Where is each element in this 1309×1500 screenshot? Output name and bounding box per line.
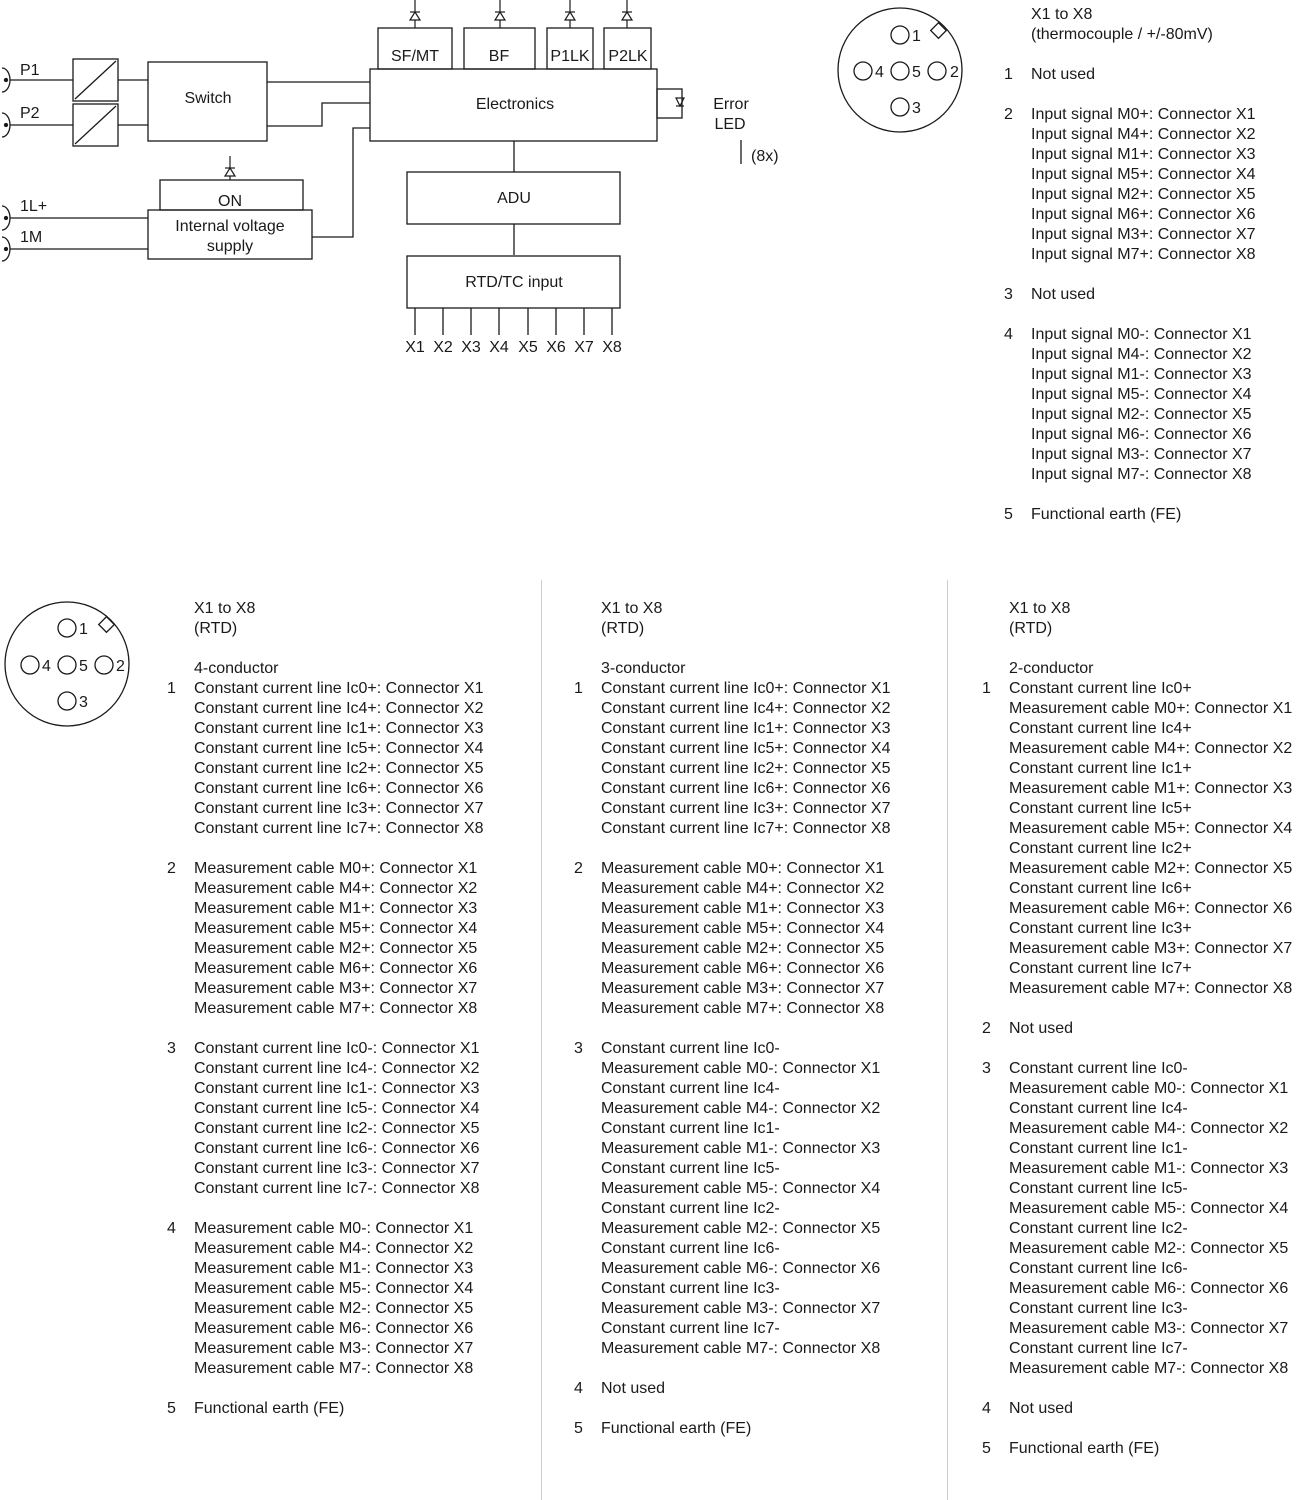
pin-description-line: Constant current line Ic4+ [1009, 720, 1192, 737]
pin-description-line: Constant current line Ic1+: Connector X3 [601, 720, 891, 737]
pin-description-line: Measurement cable M4-: Connector X2 [194, 1240, 474, 1257]
pin-description-line: Measurement cable M2+: Connector X5 [194, 940, 478, 957]
pin-description-line: Constant current line Ic0- [1009, 1060, 1188, 1077]
rtd-pin-2-label: 2 [116, 658, 125, 675]
rtd-pin-5-label: 5 [79, 658, 88, 675]
rtd-pin-1-label: 1 [79, 621, 88, 638]
pin-description-line: Input signal M3+: Connector X7 [1031, 226, 1256, 243]
rtd3-title: X1 to X8 [601, 600, 663, 617]
rtd-pin-4-label: 4 [42, 658, 51, 675]
pin-description-line: Measurement cable M6-: Connector X6 [194, 1320, 474, 1337]
pin-description-line: Constant current line Ic2+ [1009, 840, 1192, 857]
rtd2-subtitle: (RTD) [1009, 620, 1053, 637]
pin-entry [574, 1379, 891, 1399]
pin-description-line: Measurement cable M4+: Connector X2 [601, 880, 885, 897]
rtd4-title: X1 to X8 [194, 600, 256, 617]
input-label-x6: X6 [546, 339, 566, 356]
pin-description-line: Measurement cable M5-: Connector X4 [601, 1180, 881, 1197]
pin-description-line: Constant current line Ic7-: Connector X8 [194, 1180, 480, 1197]
pin-number: 5 [167, 1400, 176, 1417]
pin-description-line: Input signal M2-: Connector X5 [1031, 406, 1252, 423]
pin-description-line: Measurement cable M6-: Connector X6 [601, 1260, 881, 1277]
pin-description-line: Constant current line Ic1- [1009, 1140, 1188, 1157]
pin-description-line: Functional earth (FE) [601, 1420, 752, 1437]
pin-number: 1 [1004, 66, 1013, 83]
tc-pin-5-label: 5 [912, 64, 921, 81]
input-label-x8: X8 [602, 339, 622, 356]
tc-pin-1-label: 1 [912, 28, 921, 45]
pin-description-line: Measurement cable M4+: Connector X2 [194, 880, 478, 897]
input-label-x3: X3 [461, 339, 481, 356]
pin-description-line: Constant current line Ic2+: Connector X5 [601, 760, 891, 777]
pin-description-line: Not used [1009, 1020, 1074, 1037]
pin-number: 3 [574, 1040, 583, 1057]
pin-entry [574, 1419, 891, 1439]
thermocouple-pin-list [1004, 5, 1256, 545]
pin-number: 2 [1004, 106, 1013, 123]
pin-description-line: Constant current line Ic2- [601, 1200, 780, 1217]
pin-description-line: Measurement cable M2-: Connector X5 [601, 1220, 881, 1237]
pin-description-line: Not used [1009, 1400, 1074, 1417]
pin-description-line: Constant current line Ic1+ [1009, 760, 1192, 777]
pin-description-line: Measurement cable M1+: Connector X3 [194, 900, 478, 917]
pin-entry [1004, 285, 1256, 305]
pin-description-line: Functional earth (FE) [1009, 1440, 1160, 1457]
pin-description-line: Constant current line Ic7- [601, 1320, 780, 1337]
led-icon-bf [495, 0, 505, 28]
led-icon-error [676, 98, 684, 106]
pin-number: 4 [167, 1220, 176, 1237]
pin-description-line: Constant current line Ic6+ [1009, 880, 1192, 897]
pin-description-line: Constant current line Ic5+ [1009, 800, 1192, 817]
error-led-count: (8x) [751, 148, 779, 165]
pin-description-line: Measurement cable M7+: Connector X8 [601, 1000, 885, 1017]
input-label-x5: X5 [518, 339, 538, 356]
pin-description-line: Functional earth (FE) [194, 1400, 345, 1417]
switch-label: Switch [184, 90, 232, 107]
pin-description-line: Constant current line Ic1+: Connector X3 [194, 720, 484, 737]
pin-entry [982, 1019, 1292, 1039]
pin-description-line: Measurement cable M4-: Connector X2 [601, 1100, 881, 1117]
pin-description-line: Input signal M4+: Connector X2 [1031, 126, 1256, 143]
pin-entry [574, 679, 891, 839]
pin-description-line: Measurement cable M6+: Connector X6 [601, 960, 885, 977]
port-m-label: 1M [20, 229, 43, 246]
pin-entry [982, 1059, 1292, 1379]
input-leads [415, 308, 612, 335]
pin-description-line: Not used [601, 1380, 666, 1397]
pin-entry [167, 1039, 484, 1199]
pin-number: 4 [982, 1400, 991, 1417]
pin-description-line: Constant current line Ic7+: Connector X8 [194, 820, 484, 837]
pin-description-line: Measurement cable M0+: Connector X1 [194, 860, 478, 877]
rtd3-heading: 3-conductor [601, 660, 686, 677]
pin-number: 2 [574, 860, 583, 877]
pin-description-line: Measurement cable M2+: Connector X5 [1009, 860, 1293, 877]
pin-number: 1 [167, 680, 176, 697]
pin-number: 4 [574, 1380, 583, 1397]
pin-description-line: Constant current line Ic0+: Connector X1 [601, 680, 891, 697]
pin-description-line: Constant current line Ic6+: Connector X6 [194, 780, 484, 797]
pin-entry [574, 1039, 891, 1359]
pin-description-line: Constant current line Ic6-: Connector X6 [194, 1140, 480, 1157]
pin-description-line: Constant current line Ic3-: Connector X7 [194, 1160, 480, 1177]
pin-description-line: Input signal M5-: Connector X4 [1031, 386, 1252, 403]
pin-description-line: Measurement cable M5+: Connector X4 [601, 920, 885, 937]
pin-entry [982, 1439, 1292, 1459]
pin-description-line: Measurement cable M0+: Connector X1 [1009, 700, 1293, 717]
pin-entry [982, 1399, 1292, 1419]
rtd-tc-input-label: RTD/TC input [465, 274, 563, 291]
pin-description-line: Measurement cable M5+: Connector X4 [194, 920, 478, 937]
pin-description-line: Functional earth (FE) [1031, 506, 1182, 523]
pin-description-line: Input signal M3-: Connector X7 [1031, 446, 1252, 463]
connector-pinout-rtd [5, 602, 129, 726]
rtd-4-conductor-pin-list [167, 599, 484, 1439]
pin-entry [1004, 505, 1256, 525]
rtd-2-conductor-pin-list [982, 599, 1292, 1479]
pin-description-line: Constant current line Ic4+: Connector X2 [601, 700, 891, 717]
pin-description-line: Constant current line Ic7- [1009, 1340, 1188, 1357]
pin-description-line: Measurement cable M7-: Connector X8 [194, 1360, 474, 1377]
tc-title: X1 to X8 [1031, 6, 1093, 23]
pin-description-line: Measurement cable M7-: Connector X8 [1009, 1360, 1289, 1377]
pin-description-line: Measurement cable M0-: Connector X1 [1009, 1080, 1289, 1097]
pin-description-line: Constant current line Ic3+: Connector X7 [194, 800, 484, 817]
pin-entry [1004, 65, 1256, 85]
led-label-on: ON [218, 193, 242, 210]
port-p2-label: P2 [20, 105, 40, 122]
pin-description-line: Constant current line Ic0- [601, 1040, 780, 1057]
input-label-x1: X1 [405, 339, 425, 356]
pin-entry [574, 859, 891, 1019]
pin-description-line: Measurement cable M3-: Connector X7 [601, 1300, 881, 1317]
led-icon-on [225, 156, 235, 180]
pin-description-line: Measurement cable M1+: Connector X3 [601, 900, 885, 917]
pin-description-line: Constant current line Ic2- [1009, 1220, 1188, 1237]
pin-number: 1 [982, 680, 991, 697]
led-label-sf-mt: SF/MT [391, 48, 439, 65]
pin-description-line: Constant current line Ic0+ [1009, 680, 1192, 697]
pin-number: 5 [574, 1420, 583, 1437]
pin-description-line: Constant current line Ic6+: Connector X6 [601, 780, 891, 797]
pin-number: 2 [982, 1020, 991, 1037]
connector-pinout-thermocouple [838, 8, 962, 132]
pin-number: 1 [574, 680, 583, 697]
led-label-bf: BF [488, 48, 510, 65]
tc-pin-4-label: 4 [875, 64, 884, 81]
pin-number: 2 [167, 860, 176, 877]
tc-pin-3-label: 3 [912, 100, 921, 117]
pin-number: 4 [1004, 326, 1013, 343]
pin-description-line: Input signal M1+: Connector X3 [1031, 146, 1256, 163]
pin-number: 5 [982, 1440, 991, 1457]
pin-entry [167, 1399, 484, 1419]
rtd4-subtitle: (RTD) [194, 620, 238, 637]
pin-entry [167, 859, 484, 1019]
pin-description-line: Measurement cable M1-: Connector X3 [601, 1140, 881, 1157]
pin-description-line: Constant current line Ic4- [601, 1080, 780, 1097]
column-separator [947, 580, 948, 1500]
led-icon-sf-mt [410, 0, 420, 28]
pin-description-line: Constant current line Ic1- [601, 1120, 780, 1137]
pin-description-line: Constant current line Ic0+: Connector X1 [194, 680, 484, 697]
pin-description-line: Input signal M5+: Connector X4 [1031, 166, 1256, 183]
pin-description-line: Constant current line Ic5- [601, 1160, 780, 1177]
pin-description-line: Measurement cable M3+: Connector X7 [601, 980, 885, 997]
input-label-x4: X4 [489, 339, 509, 356]
error-led-label-line2: LED [714, 116, 746, 133]
port-p1-label: P1 [20, 62, 40, 79]
pin-description-line: Constant current line Ic6- [601, 1240, 780, 1257]
pin-description-line: Constant current line Ic6- [1009, 1260, 1188, 1277]
pin-description-line: Constant current line Ic4- [1009, 1100, 1188, 1117]
rtd2-title: X1 to X8 [1009, 600, 1071, 617]
pin-description-line: Measurement cable M2-: Connector X5 [194, 1300, 474, 1317]
pin-entry [167, 1219, 484, 1379]
pin-description-line: Measurement cable M7+: Connector X8 [194, 1000, 478, 1017]
pin-description-line: Measurement cable M0-: Connector X1 [194, 1220, 474, 1237]
pin-description-line: Not used [1031, 286, 1096, 303]
rtd3-subtitle: (RTD) [601, 620, 645, 637]
pin-description-line: Measurement cable M0+: Connector X1 [601, 860, 885, 877]
pin-description-line: Input signal M4-: Connector X2 [1031, 346, 1252, 363]
pin-description-line: Measurement cable M4+: Connector X2 [1009, 740, 1293, 757]
pin-description-line: Constant current line Ic4-: Connector X2 [194, 1060, 480, 1077]
pin-description-line: Constant current line Ic1-: Connector X3 [194, 1080, 480, 1097]
pin-number: 3 [982, 1060, 991, 1077]
pin-description-line: Input signal M1-: Connector X3 [1031, 366, 1252, 383]
pin-description-line: Measurement cable M7-: Connector X8 [601, 1340, 881, 1357]
pin-entry [1004, 325, 1256, 485]
pin-description-line: Measurement cable M4-: Connector X2 [1009, 1120, 1289, 1137]
pin-description-line: Measurement cable M1-: Connector X3 [194, 1260, 474, 1277]
pin-description-line: Input signal M6+: Connector X6 [1031, 206, 1256, 223]
rtd-pin-3-label: 3 [79, 694, 88, 711]
electronics-label: Electronics [475, 96, 555, 113]
port-l-plus-label: 1L+ [20, 198, 48, 215]
adu-label: ADU [497, 190, 531, 207]
pin-description-line: Input signal M0+: Connector X1 [1031, 106, 1256, 123]
pin-description-line: Input signal M2+: Connector X5 [1031, 186, 1256, 203]
pin-description-line: Measurement cable M6+: Connector X6 [194, 960, 478, 977]
pin-description-line: Measurement cable M2+: Connector X5 [601, 940, 885, 957]
error-led-label-line1: Error [713, 96, 749, 113]
rtd4-heading: 4-conductor [194, 660, 279, 677]
rtd-3-conductor-pin-list [574, 599, 891, 1459]
pin-description-line: Measurement cable M3-: Connector X7 [1009, 1320, 1289, 1337]
pin-description-line: Measurement cable M0-: Connector X1 [601, 1060, 881, 1077]
pin-description-line: Measurement cable M7+: Connector X8 [1009, 980, 1293, 997]
pin-entry [1004, 105, 1256, 265]
pin-description-line: Constant current line Ic5+: Connector X4 [601, 740, 891, 757]
pin-description-line: Constant current line Ic3+: Connector X7 [601, 800, 891, 817]
supply-label-line2: supply [206, 238, 254, 255]
led-icon-p1lk [565, 0, 575, 28]
pin-description-line: Constant current line Ic3- [601, 1280, 780, 1297]
pin-description-line: Constant current line Ic4+: Connector X2 [194, 700, 484, 717]
pin-description-line: Constant current line Ic5-: Connector X4 [194, 1100, 480, 1117]
tc-pin-2-label: 2 [950, 64, 959, 81]
pin-description-line: Measurement cable M5-: Connector X4 [1009, 1200, 1289, 1217]
led-label-p2lk: P2LK [608, 48, 648, 65]
pin-description-line: Constant current line Ic3- [1009, 1300, 1188, 1317]
pin-description-line: Measurement cable M3+: Connector X7 [1009, 940, 1293, 957]
pin-description-line: Constant current line Ic5- [1009, 1180, 1188, 1197]
pin-entry [982, 679, 1292, 999]
pin-description-line: Constant current line Ic7+: Connector X8 [601, 820, 891, 837]
pin-description-line: Constant current line Ic2+: Connector X5 [194, 760, 484, 777]
pin-description-line: Constant current line Ic5+: Connector X4 [194, 740, 484, 757]
pin-description-line: Measurement cable M1-: Connector X3 [1009, 1160, 1289, 1177]
column-separator [541, 580, 542, 1500]
pin-description-line: Constant current line Ic0-: Connector X1 [194, 1040, 480, 1057]
input-label-x7: X7 [574, 339, 594, 356]
pin-number: 3 [1004, 286, 1013, 303]
pin-description-line: Constant current line Ic3+ [1009, 920, 1192, 937]
input-label-x2: X2 [433, 339, 453, 356]
led-icon-p2lk [622, 0, 632, 28]
pin-description-line: Input signal M6-: Connector X6 [1031, 426, 1252, 443]
pin-description-line: Measurement cable M6+: Connector X6 [1009, 900, 1293, 917]
pin-description-line: Measurement cable M1+: Connector X3 [1009, 780, 1293, 797]
pin-description-line: Measurement cable M3+: Connector X7 [194, 980, 478, 997]
pin-description-line: Constant current line Ic2-: Connector X5 [194, 1120, 480, 1137]
pin-description-line: Measurement cable M5+: Connector X4 [1009, 820, 1293, 837]
pin-description-line: Measurement cable M5-: Connector X4 [194, 1280, 474, 1297]
supply-label-line1: Internal voltage [175, 218, 285, 235]
pin-description-line: Measurement cable M6-: Connector X6 [1009, 1280, 1289, 1297]
rtd2-heading: 2-conductor [1009, 660, 1094, 677]
pin-description-line: Measurement cable M2-: Connector X5 [1009, 1240, 1289, 1257]
pin-number: 3 [167, 1040, 176, 1057]
led-label-p1lk: P1LK [550, 48, 590, 65]
pin-description-line: Input signal M7-: Connector X8 [1031, 466, 1252, 483]
pin-description-line: Constant current line Ic7+ [1009, 960, 1192, 977]
pin-number: 5 [1004, 506, 1013, 523]
pin-entry [167, 679, 484, 839]
pin-description-line: Measurement cable M3-: Connector X7 [194, 1340, 474, 1357]
pin-description-line: Input signal M0-: Connector X1 [1031, 326, 1252, 343]
pin-description-line: Input signal M7+: Connector X8 [1031, 246, 1256, 263]
tc-subtitle: (thermocouple / +/-80mV) [1031, 26, 1213, 43]
pin-description-line: Not used [1031, 66, 1096, 83]
